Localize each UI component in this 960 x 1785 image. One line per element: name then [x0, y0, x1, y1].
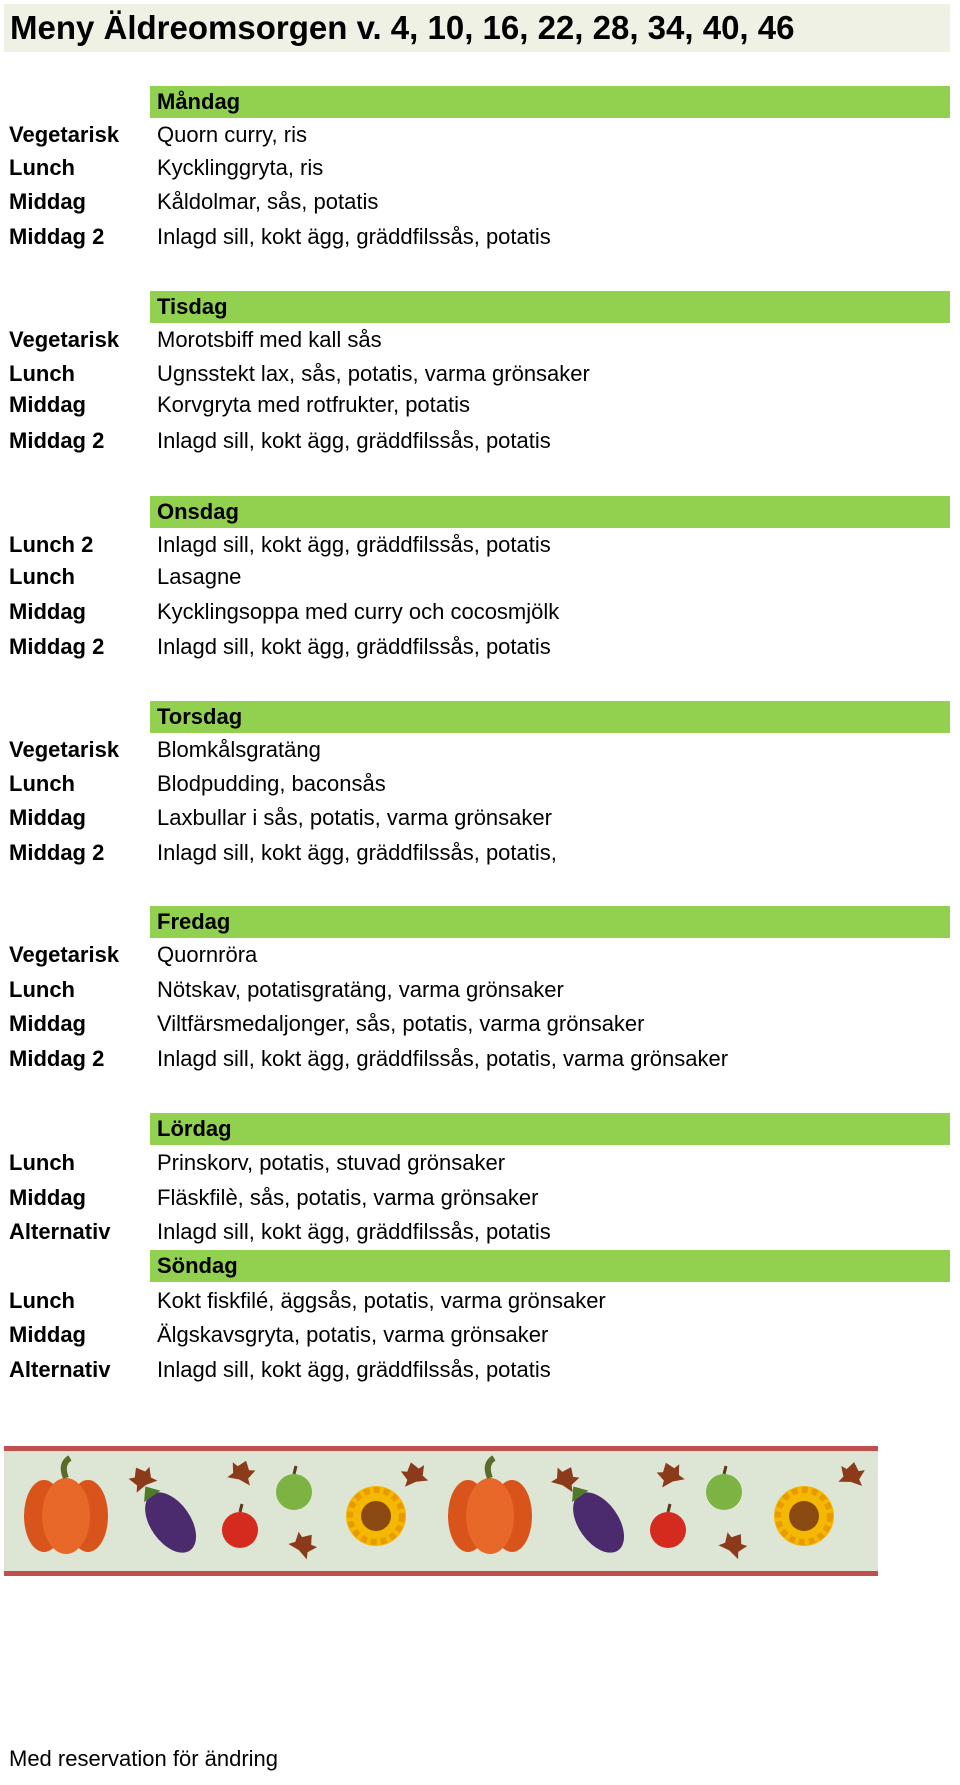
footer-note: Med reservation för ändring: [9, 1746, 279, 1771]
day-header-lordag: Lördag: [150, 1113, 950, 1145]
meal-label: Middag 2: [9, 428, 105, 453]
meal-dish: Inlagd sill, kokt ägg, gräddfilssås, potatis: [157, 1357, 551, 1382]
meal-dish: Inlagd sill, kokt ägg, gräddfilssås, potatis: [157, 634, 551, 659]
sunflower-icon: [774, 1486, 834, 1546]
meal-dish: Korvgryta med rotfrukter, potatis: [157, 392, 471, 417]
meal-label: Lunch: [9, 977, 75, 1002]
meal-dish: Blomkålsgratäng: [157, 737, 321, 762]
meal-label: Lunch: [9, 361, 75, 386]
meal-label: Middag 2: [9, 840, 105, 865]
meal-label: Middag: [9, 189, 86, 214]
meal-label: Vegetarisk: [9, 737, 120, 762]
meal-dish: Quornröra: [157, 942, 258, 967]
meal-dish: Inlagd sill, kokt ägg, gräddfilssås, potatis: [157, 428, 551, 453]
meal-dish: Inlagd sill, kokt ägg, gräddfilssås, potatis,: [157, 840, 557, 865]
meal-label: Lunch: [9, 1288, 75, 1313]
day-header-torsdag: Torsdag: [150, 701, 950, 733]
meal-dish: Morotsbiff med kall sås: [157, 327, 382, 352]
sunflower-icon: [346, 1486, 406, 1546]
meal-label: Middag: [9, 599, 86, 624]
day-header-mandag: Måndag: [150, 86, 950, 118]
day-header-fredag: Fredag: [150, 906, 950, 938]
meal-dish: Inlagd sill, kokt ägg, gräddfilssås, potatis: [157, 532, 551, 557]
meal-label: Middag 2: [9, 224, 105, 249]
meal-dish: Blodpudding, baconsås: [157, 771, 386, 796]
meal-label: Alternativ: [9, 1219, 111, 1244]
meal-label: Lunch: [9, 564, 75, 589]
meal-dish: Prinskorv, potatis, stuvad grönsaker: [157, 1150, 506, 1175]
meal-label: Middag: [9, 1322, 86, 1347]
meal-label: Middag: [9, 392, 86, 417]
meal-label: Alternativ: [9, 1357, 111, 1382]
meal-dish: Laxbullar i sås, potatis, varma grönsaker: [157, 805, 552, 830]
meal-dish: Quorn curry, ris: [157, 122, 307, 147]
meal-dish: Fläskfilè, sås, potatis, varma grönsaker: [157, 1185, 539, 1210]
meal-label: Middag: [9, 1011, 86, 1036]
meal-dish: Ugnsstekt lax, sås, potatis, varma grönsaker: [157, 361, 590, 386]
meal-dish: Kycklinggryta, ris: [157, 155, 324, 180]
meal-label: Lunch 2: [9, 532, 94, 557]
meal-dish: Inlagd sill, kokt ägg, gräddfilssås, potatis: [157, 224, 551, 249]
meal-label: Middag: [9, 1185, 86, 1210]
meal-label: Lunch: [9, 155, 75, 180]
meal-label: Vegetarisk: [9, 327, 120, 352]
meal-dish: Nötskav, potatisgratäng, varma grönsaker: [157, 977, 564, 1002]
meal-dish: Viltfärsmedaljonger, sås, potatis, varma grönsaker: [157, 1011, 645, 1036]
meal-dish: Älgskavsgryta, potatis, varma grönsaker: [157, 1322, 549, 1347]
meal-dish: Kåldolmar, sås, potatis: [157, 189, 379, 214]
day-header-tisdag: Tisdag: [150, 291, 950, 323]
meal-label: Middag 2: [9, 1046, 105, 1071]
meal-dish: Inlagd sill, kokt ägg, gräddfilssås, potatis: [157, 1219, 551, 1244]
meal-label: Middag: [9, 805, 86, 830]
meal-label: Lunch: [9, 1150, 75, 1175]
meal-dish: Inlagd sill, kokt ägg, gräddfilssås, potatis, varma grönsaker: [157, 1046, 729, 1071]
meal-dish: Kokt fiskfilé, äggsås, potatis, varma grönsaker: [157, 1288, 606, 1313]
meal-label: Lunch: [9, 771, 75, 796]
meal-label: Middag 2: [9, 634, 105, 659]
meal-label: Vegetarisk: [9, 942, 120, 967]
day-header-onsdag: Onsdag: [150, 496, 950, 528]
page-title: Meny Äldreomsorgen v. 4, 10, 16, 22, 28, 34, 40, 46: [4, 4, 950, 52]
meal-dish: Lasagne: [157, 564, 242, 589]
meal-dish: Kycklingsoppa med curry och cocosmjölk: [157, 599, 560, 624]
meal-label: Vegetarisk: [9, 122, 120, 147]
autumn-banner: [4, 1446, 878, 1576]
day-header-sondag: Söndag: [150, 1250, 950, 1282]
